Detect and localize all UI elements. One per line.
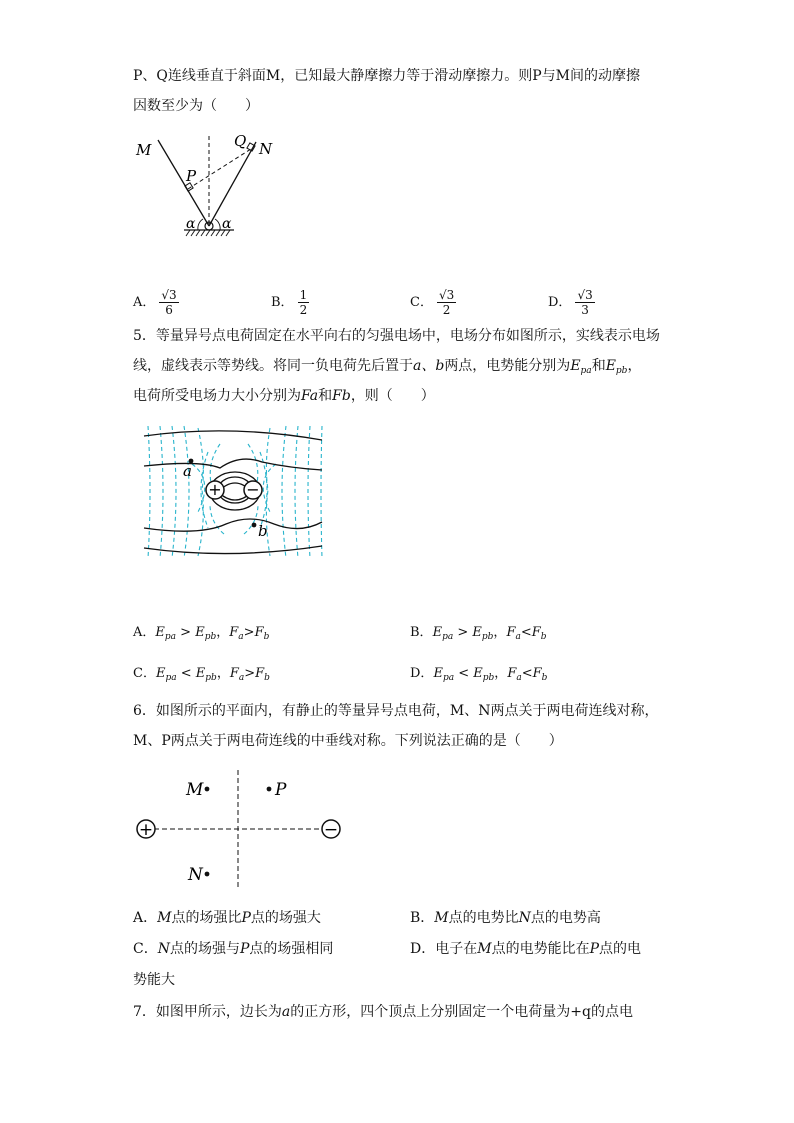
q5-text-line3: 电荷所受电场力大小分别为Fa和Fb，则（ ） <box>133 388 435 404</box>
q5-option-c[interactable]: C．$E_{pa} < E_{pb}$，$F_a>F_b$ <box>133 666 270 683</box>
label-M: M <box>186 780 204 800</box>
q4-option-c[interactable]: C． $\frac{√3}{2}$ <box>410 288 455 317</box>
q5-text-line2: 线，虚线表示等势线。将同一负电荷先后置于a、b两点，电势能分别为$E_{pa}$和$E_{pb}$， <box>133 358 642 376</box>
board-M <box>158 140 209 226</box>
q6-text-line2: M、P两点关于两电荷连线的中垂线对称。下列说法正确的是（ ） <box>133 733 563 749</box>
minus-sign: − <box>246 480 260 499</box>
q6-option-d-continued: 势能大 <box>133 972 175 988</box>
q4-text-line1: P、Q连线垂直于斜面M，已知最大静摩擦力等于滑动摩擦力。则P与M间的动摩擦 <box>133 68 640 84</box>
q7-text-line1: 7．如图甲所示，边长为a的正方形，四个顶点上分别固定一个电荷量为+q的点电 <box>133 1004 633 1020</box>
label-N: N <box>188 865 203 885</box>
label-a: a <box>183 462 192 480</box>
plus-sign: + <box>138 820 154 840</box>
q5-option-a[interactable]: A．$E_{pa} > E_{pb}$，$F_a>F_b$ <box>133 625 270 642</box>
q5-field-figure <box>140 424 330 560</box>
q5-option-d[interactable]: D．$E_{pa} < E_{pb}$，$F_a<F_b$ <box>410 666 548 683</box>
q4-text-line2: 因数至少为（ ） <box>133 98 259 114</box>
point-b <box>252 523 257 528</box>
board-N <box>209 142 256 226</box>
point-P <box>267 787 272 792</box>
q6-option-d[interactable]: D．电子在M点的电势能比在P点的电 <box>410 941 641 957</box>
label-b: b <box>258 522 268 540</box>
label-P: P <box>186 167 197 185</box>
q4-option-d[interactable]: D． $\frac{√3}{3}$ <box>548 288 593 317</box>
q6-text-line1: 6．如图所示的平面内，有静止的等量异号点电荷，M、N两点关于两电荷连线对称， <box>133 703 659 719</box>
q6-option-b[interactable]: B．M点的电势比N点的电势高 <box>410 910 601 926</box>
minus-sign: − <box>323 820 339 840</box>
label-P: P <box>275 780 287 800</box>
q4-option-b[interactable]: B． $\frac{1}{2}$ <box>271 288 308 317</box>
q4-option-a[interactable]: A． $\frac{√3}{6}$ <box>133 288 177 317</box>
label-N: N <box>259 140 273 158</box>
point-N <box>205 872 210 877</box>
label-alpha-right: α <box>222 216 232 232</box>
label-alpha-left: α <box>186 216 196 232</box>
q5-option-b[interactable]: B．$E_{pa} > E_{pb}$，$F_a<F_b$ <box>410 625 547 642</box>
label-M: M <box>136 141 152 159</box>
q4-figure <box>128 126 278 238</box>
q6-option-a[interactable]: A．M点的场强比P点的场强大 <box>133 910 321 926</box>
plus-sign: + <box>208 480 222 499</box>
q6-option-c[interactable]: C．N点的场强与P点的场强相同 <box>133 941 334 957</box>
label-Q: Q <box>234 132 247 150</box>
q6-figure <box>132 768 352 892</box>
point-M <box>205 787 210 792</box>
q5-text-line1: 5．等量异号点电荷固定在水平向右的匀强电场中，电场分布如图所示，实线表示电场 <box>133 328 660 344</box>
